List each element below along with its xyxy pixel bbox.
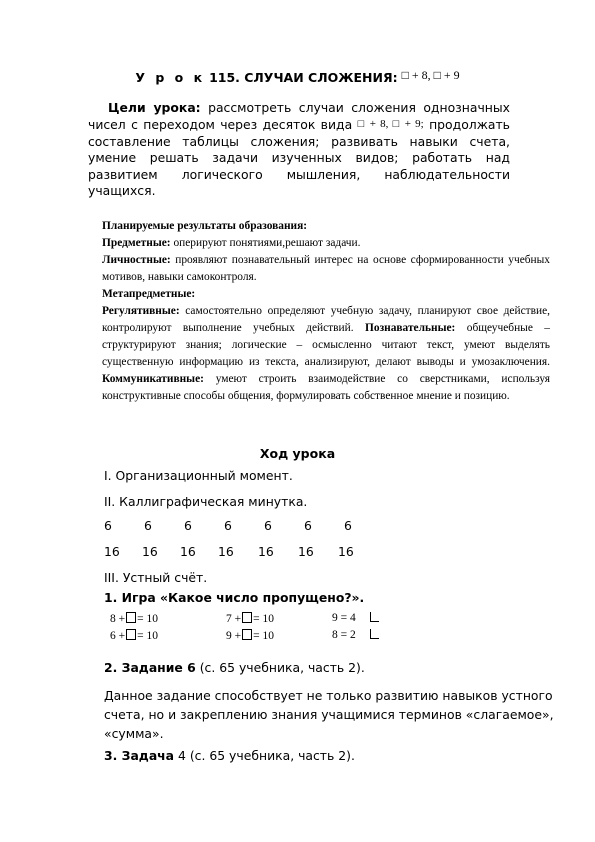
equation-2 (226, 612, 274, 625)
equation-text: 8 = 2 (332, 629, 356, 641)
blank-box (126, 612, 136, 623)
subject-label: Предметные: (102, 237, 171, 249)
goals-lead: Цели урока: (108, 100, 201, 115)
task-2-description: Данное задание способствует не только развитию навыков устного счета, но и закреплению знания учащимися терминов «слагаемое», «сумма». (104, 688, 554, 741)
equation-5 (226, 629, 274, 642)
equation-right: = 10 (253, 630, 274, 642)
blank-box (126, 629, 136, 640)
digit-6: 6 (144, 518, 152, 533)
equation-6 (332, 629, 379, 641)
digit-6: 6 (224, 518, 232, 533)
section-2-heading: II. Каллиграфическая минутка. (104, 494, 308, 509)
digit-6: 6 (264, 518, 272, 533)
goals-text-1: рассмотреть случаи сложения однозначных чисел с переходом через десяток вида (88, 100, 510, 133)
equation-text: 9 = 4 (332, 612, 356, 624)
equation-3 (332, 612, 379, 624)
blank-corner (370, 612, 379, 622)
number-16: 16 (142, 544, 158, 559)
reg-label: Регулятивные: (102, 305, 180, 317)
task-2-heading (104, 660, 365, 675)
cog-text: общеучебные – структурируют знания; логические – осмысленно читают текст, умеют выделять существенную информацию из текста, анализируют, делают выводы и умозаключения. (102, 322, 550, 368)
task-3-ref: 4 (с. 65 учебника, часть 2). (178, 748, 355, 763)
goals-formula: □ + 8, □ + 9; (357, 118, 424, 131)
lesson-goals (88, 100, 510, 199)
equation-left: 7 + (226, 613, 242, 625)
number-16: 16 (298, 544, 314, 559)
cog-label: Познавательные: (365, 322, 456, 334)
digit-6: 6 (344, 518, 352, 533)
task-2-ref: (с. 65 учебника, часть 2). (199, 660, 365, 675)
subject-text: оперируют понятиями,решают задачи. (173, 237, 361, 249)
lesson-title (0, 68, 595, 85)
number-16: 16 (338, 544, 354, 559)
task-2-label: 2. Задание 6 (104, 660, 196, 675)
results-heading: Планируемые результаты образования: (102, 220, 308, 232)
equation-right: = 10 (137, 630, 158, 642)
task-3-heading (104, 748, 355, 763)
equation-left: 8 + (110, 613, 126, 625)
meta-label: Метапредметные: (102, 288, 196, 300)
section-1-heading: I. Организационный момент. (104, 468, 293, 483)
number-16: 16 (258, 544, 274, 559)
personal-label: Личностные: (102, 254, 171, 266)
lesson-word: У р о к (135, 70, 206, 85)
equation-1 (110, 612, 158, 625)
blank-box (242, 629, 252, 640)
equation-right: = 10 (137, 613, 158, 625)
task-3-label: 3. Задача (104, 748, 175, 763)
equation-right: = 10 (253, 613, 274, 625)
lesson-course-heading: Ход урока (259, 446, 336, 461)
number-16: 16 (104, 544, 120, 559)
title-formula: □ + 8, □ + 9 (401, 68, 460, 82)
lesson-title-text: 115. СЛУЧАИ СЛОЖЕНИЯ: (209, 70, 398, 85)
digit-6: 6 (104, 518, 112, 533)
comm-label: Коммуникативные: (102, 373, 204, 385)
game-heading: 1. Игра «Какое число пропущено?». (104, 590, 365, 605)
digit-6: 6 (184, 518, 192, 533)
planned-results (102, 218, 550, 405)
equation-left: 9 + (226, 630, 242, 642)
comm-text: умеют строить взаимодействие со сверстниками, используя конструктивные способы общения, формулировать собственное мнение и позицию. (102, 373, 550, 402)
blank-corner (370, 629, 379, 639)
personal-text: проявляют познавательный интерес на основе сформированности учебных мотивов, навыки самоконтроля. (102, 254, 550, 283)
digit-6: 6 (304, 518, 312, 533)
section-3-heading: III. Устный счёт. (104, 570, 208, 585)
reg-text: самостоятельно определяют учебную задачу, планируют свое действие, контролируют выполнение учебных действий. (102, 305, 550, 334)
equation-4 (110, 629, 158, 642)
number-16: 16 (218, 544, 234, 559)
number-16: 16 (180, 544, 196, 559)
goals-text-2: продолжать составление таблицы сложения; развивать навыки счета, умение решать задачи изученных видов; работать над развитием логического мышления, наблюдательности учащихся. (88, 117, 510, 199)
blank-box (242, 612, 252, 623)
equation-left: 6 + (110, 630, 126, 642)
